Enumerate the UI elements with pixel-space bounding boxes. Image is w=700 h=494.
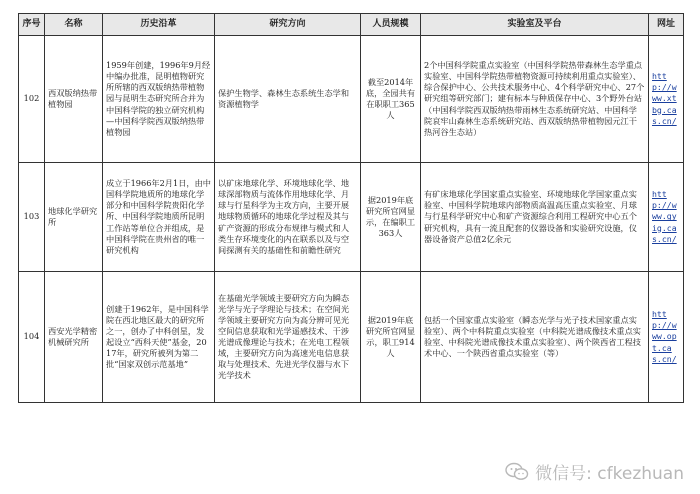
table-row bbox=[19, 36, 684, 163]
wechat-icon bbox=[505, 462, 529, 482]
table-row bbox=[19, 163, 684, 272]
institution-table bbox=[18, 13, 684, 403]
table-header-row bbox=[19, 14, 684, 36]
cell-name: 地球化学研究所 bbox=[45, 163, 103, 272]
cell-history: 成立于1966年2月1日，由中国科学院地质所的地球化学部分和中国科学院贵阳化学所、中国科学院地质所昆明工作站等单位合并组成，是中国科学院在贵州省的唯一研究机构 bbox=[103, 163, 215, 272]
cell-labs: 2个中国科学院重点实验室（中国科学院热带森林生态学重点实验室、中国科学院热带植物资源可持续利用重点实验室）、综合保护中心、公共技术服务中心、4个科学研究中心、27个研究组等研究部门；建有标本与种质保存中心、3个野外台站（中国科学院西双版纳热带雨林生态系统研究站、中国科学院哀牢山森林生态系统研究站、西双版纳热带植物园元江干热河谷生态站） bbox=[421, 36, 649, 163]
cell-history: 创建于1962年，是中国科学院在西北地区最大的研究所之一，创办了中科创星，发起设立“西科天使”基金，2017年，研究所被列为第二批“国家双创示范基地” bbox=[103, 272, 215, 403]
watermark bbox=[505, 459, 684, 484]
cell-history: 1959年创建，1996年9月经中编办批准，昆明植物研究所所辖的西双版纳热带植物园与昆明生态研究所合并为中国科学院的独立研究机构—中国科学院西双版纳热带植物园 bbox=[103, 36, 215, 163]
watermark-text: 微信号: cfkezhuan bbox=[535, 464, 684, 484]
cell-staff: 据2019年底研究所官网显示，在编职工363人 bbox=[361, 163, 421, 272]
cell-name: 西双版纳热带植物园 bbox=[45, 36, 103, 163]
cell-staff: 据2019年底研究所官网显示，职工914人 bbox=[361, 272, 421, 403]
header-staff: 人员规模 bbox=[361, 14, 421, 36]
cell-seq: 103 bbox=[19, 163, 45, 272]
cell-research: 在基础光学领域主要研究方向为瞬态光学与光子学理论与技术；在空间光学领域主要研究方向为高分辨可见光空间信息获取和光学遥感技术、干涉光谱成像理论与技术；在光电工程领域，主要研究方向为高速光电信息获取与处理技术、先进光学仪器与水下光学技术 bbox=[215, 272, 361, 403]
table-row bbox=[19, 272, 684, 403]
cell-url-link[interactable]: http://www.gyig.cas.cn/ bbox=[649, 163, 684, 272]
cell-research: 以矿床地球化学、环境地球化学、地球深部物质与流体作用地球化学、月球与行星科学为主攻方向，主要开展地球物质循环的地球化学过程及其与矿产资源的形成分布规律与模式和人类生存环境变化的内在联系以及与空间探测有关的基础性和前瞻性研究 bbox=[215, 163, 361, 272]
cell-name: 西安光学精密机械研究所 bbox=[45, 272, 103, 403]
header-name: 名称 bbox=[45, 14, 103, 36]
cell-research: 保护生物学、森林生态系统生态学和资源植物学 bbox=[215, 36, 361, 163]
cell-staff: 截至2014年底，全园共有在职职工365人 bbox=[361, 36, 421, 163]
cell-url-link[interactable]: http://www.opt.cas.cn/ bbox=[649, 272, 684, 403]
header-url: 网址 bbox=[649, 14, 684, 36]
cell-url-link[interactable]: http://www.xtbg.cas.cn/ bbox=[649, 36, 684, 163]
header-seq: 序号 bbox=[19, 14, 45, 36]
cell-seq: 104 bbox=[19, 272, 45, 403]
cell-labs: 有矿床地球化学国家重点实验室、环境地球化学国家重点实验室、中国科学院地球内部物质高温高压重点实验室、月球与行星科学研究中心和矿产资源综合利用工程研究中心五个研究机构，具有一流且配套的仪器设备和实验研究设施，仪器设备资产总值2亿余元 bbox=[421, 163, 649, 272]
cell-seq: 102 bbox=[19, 36, 45, 163]
header-research: 研究方向 bbox=[215, 14, 361, 36]
header-labs: 实验室及平台 bbox=[421, 14, 649, 36]
header-history: 历史沿革 bbox=[103, 14, 215, 36]
cell-labs: 包括一个国家重点实验室（瞬态光学与光子技术国家重点实验室）、两个中科院重点实验室（中科院光谱成像技术重点实验室、中科院光谱成像技术重点实验室）、两个陕西省工程技术中心、一个陕西省重点实验室（等） bbox=[421, 272, 649, 403]
